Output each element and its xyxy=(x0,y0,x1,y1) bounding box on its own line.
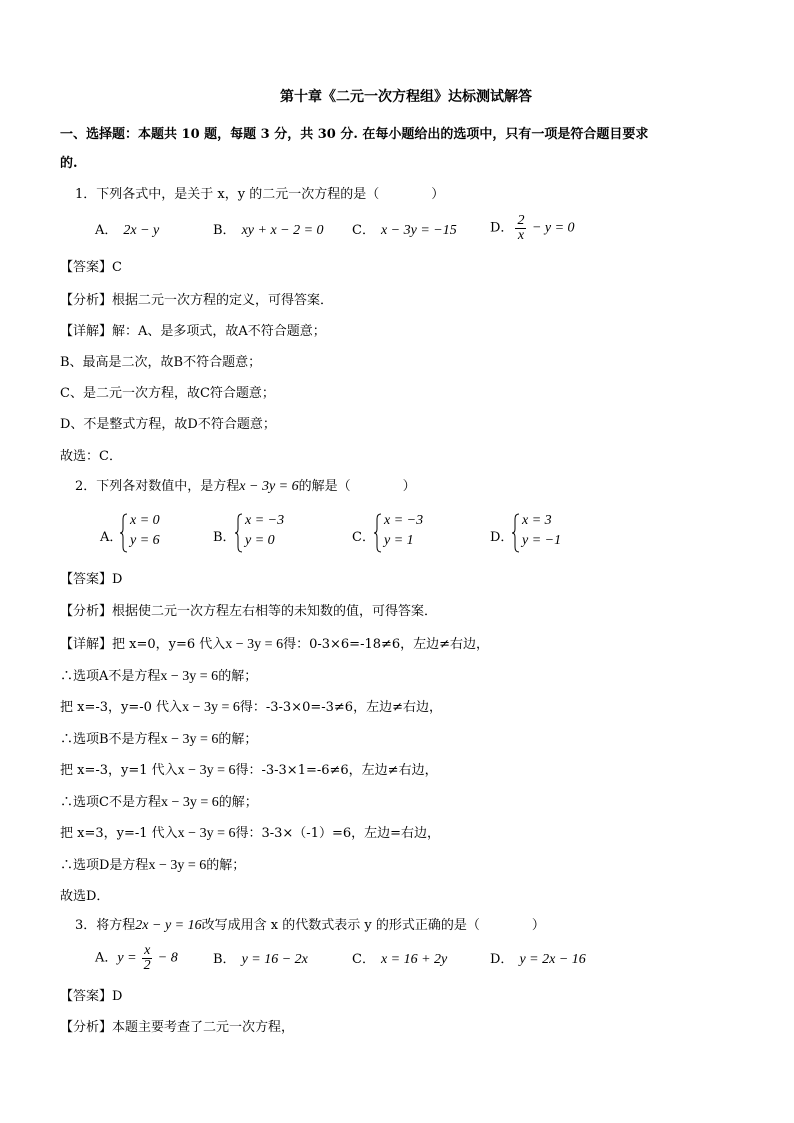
q2-detail-line xyxy=(60,636,489,654)
left-brace-icon xyxy=(235,513,243,553)
system-row-1: x = −3 xyxy=(245,513,285,528)
q1-detail-line: 故选：C． xyxy=(60,449,122,464)
detail-text: 把 x=3，y=-1 代入 xyxy=(60,826,178,841)
q2-stem-equation: x − 3y = 6 xyxy=(239,479,299,494)
option-expr: y = 16 − 2x xyxy=(241,952,308,967)
option-label: A． xyxy=(95,223,118,238)
q2-detail-line xyxy=(60,857,245,875)
q1-answer: 【答案】C xyxy=(60,260,122,275)
detail-text: 的解； xyxy=(206,858,246,873)
system-row-2: y = −1 xyxy=(522,533,562,548)
equation: x − 3y = 6 xyxy=(160,732,219,747)
system-row-1: x = 0 xyxy=(130,513,160,528)
q2-detail-line xyxy=(60,794,258,812)
option-label: D． xyxy=(490,220,514,236)
detail-text: 得：-3-3×1=-6≠6，左边≠右边， xyxy=(235,763,438,778)
equation: x − 3y = 6 xyxy=(182,700,240,715)
equation: x − 3y = 6 xyxy=(177,763,236,778)
q2-detail-line xyxy=(60,762,438,780)
q2-answer: 【答案】D xyxy=(60,572,123,587)
option-label: A． xyxy=(95,950,118,966)
q2-stem-before: 2．下列各对数值中，是方程 xyxy=(75,479,240,494)
left-brace-icon xyxy=(374,513,382,553)
section-heading-line2: 的. xyxy=(60,156,78,171)
q2-option-d xyxy=(490,513,580,553)
equation: x − 3y = 6 xyxy=(160,669,219,684)
q1-option-b xyxy=(213,222,324,240)
fraction xyxy=(515,214,526,243)
q2-detail-line xyxy=(60,668,257,686)
q1-detail-line: 【详解】解：A、是多项式，故A不符合题意； xyxy=(60,324,326,339)
equation: x − 3y = 6 xyxy=(177,826,236,841)
q2-detail-line xyxy=(60,731,257,749)
detail-text: 【详解】把 x=0，y=6 代入 xyxy=(60,637,226,652)
system-row-1: x = −3 xyxy=(384,513,424,528)
detail-text: ∴选项D是方程 xyxy=(60,858,149,873)
system-row-2: y = 1 xyxy=(384,533,414,548)
q1-analysis: 【分析】根据二元一次方程的定义，可得答案． xyxy=(60,293,334,308)
document-title: 第十章《二元一次方程组》达标测试解答 xyxy=(280,89,532,105)
q1-option-c xyxy=(352,222,457,240)
q1-detail-line: B、最高是二次，故B不符合题意； xyxy=(60,355,262,370)
option-label: B． xyxy=(213,952,236,967)
fraction xyxy=(142,944,152,973)
system-row-2: y = 0 xyxy=(245,533,275,548)
q2-analysis: 【分析】根据使二元一次方程左右相等的未知数的值，可得答案． xyxy=(60,604,438,619)
q2-detail-line xyxy=(60,699,442,717)
detail-text: 把 x=-3，y=1 代入 xyxy=(60,763,178,778)
equation: x − 3y = 6 xyxy=(148,858,207,873)
equation: x − 3y = 6 xyxy=(160,795,219,810)
q2-conclusion: 故选D． xyxy=(60,889,110,904)
q3-analysis: 【分析】本题主要考查了二元一次方程， xyxy=(60,1020,295,1035)
q3-option-a xyxy=(95,944,178,973)
q2-option-a xyxy=(100,513,180,553)
q2-option-c xyxy=(352,513,442,553)
option-expr: y = xyxy=(117,950,141,966)
option-expr: x = 16 + 2y xyxy=(380,952,448,967)
system-row-1: x = 3 xyxy=(522,513,552,528)
fraction-numerator: x xyxy=(144,943,151,958)
q3-option-c xyxy=(352,951,447,969)
option-label: C． xyxy=(352,530,375,545)
option-label: C． xyxy=(352,952,375,967)
q1-option-d xyxy=(490,214,575,243)
q3-answer: 【答案】D xyxy=(60,989,123,1004)
option-label: B． xyxy=(213,223,236,238)
option-label: D． xyxy=(490,530,514,545)
q3-stem-equation: 2x − y = 16 xyxy=(135,918,202,933)
q2-option-b xyxy=(213,513,303,553)
left-brace-icon xyxy=(512,513,520,553)
option-expr: x − 3y = −15 xyxy=(380,223,457,238)
detail-text: ∴选项B不是方程 xyxy=(60,732,161,747)
q3-option-d xyxy=(490,951,586,969)
fraction-numerator: 2 xyxy=(517,213,525,228)
option-expr: y = 2x − 16 xyxy=(519,952,586,967)
equation: x − 3y = 6 xyxy=(225,637,284,652)
q3-stem-before: 3．将方程 xyxy=(75,918,136,933)
q2-detail-line xyxy=(60,825,440,843)
detail-text: ∴选项A不是方程 xyxy=(60,669,161,684)
system-row-2: y = 6 xyxy=(130,533,160,548)
q1-detail-line: D、不是整式方程，故D不符合题意； xyxy=(60,417,276,432)
fraction-denominator: 2 xyxy=(143,958,151,973)
option-label: C． xyxy=(352,223,375,238)
q3-option-b xyxy=(213,951,308,969)
detail-text: 的解； xyxy=(218,669,258,684)
q1-detail-line: C、是二元一次方程，故C符合题意； xyxy=(60,386,275,401)
section-heading-line1: 一、选择题：本题共 10 题，每题 3 分，共 30 分. 在每小题给出的选项中，只有一项是符合题目要求 xyxy=(60,127,649,142)
q3-stem-after: 改写成用含 x 的代数式表示 y 的形式正确的是（ ） xyxy=(201,918,545,933)
q3-stem xyxy=(75,917,545,935)
left-brace-icon xyxy=(120,513,128,553)
option-expr: − 8 xyxy=(154,950,178,966)
q1-stem: 1．下列各式中，是关于 x，y 的二元一次方程的是（ ） xyxy=(75,187,445,202)
option-label: A． xyxy=(100,530,123,545)
detail-text: 把 x=-3，y=-0 代入 xyxy=(60,700,183,715)
option-label: D． xyxy=(490,952,514,967)
option-expr: − y = 0 xyxy=(528,220,575,236)
option-label: B． xyxy=(213,530,236,545)
q1-option-a xyxy=(95,222,159,240)
detail-text: ∴选项C不是方程 xyxy=(60,795,161,810)
option-expr: 2x − y xyxy=(123,223,160,238)
q2-stem xyxy=(75,478,416,496)
option-expr: xy + x − 2 = 0 xyxy=(241,223,324,238)
detail-text: 的解； xyxy=(218,732,258,747)
detail-text: 得：0-3×6=-18≠6，左边≠右边， xyxy=(283,637,490,652)
q2-stem-after: 的解是（ ） xyxy=(298,479,416,494)
detail-text: 得：-3-3×0=-3≠6，左边≠右边， xyxy=(239,700,442,715)
fraction-denominator: x xyxy=(517,228,525,243)
detail-text: 的解； xyxy=(218,795,258,810)
detail-text: 得：3-3×（-1）=6，左边=右边， xyxy=(235,826,441,841)
